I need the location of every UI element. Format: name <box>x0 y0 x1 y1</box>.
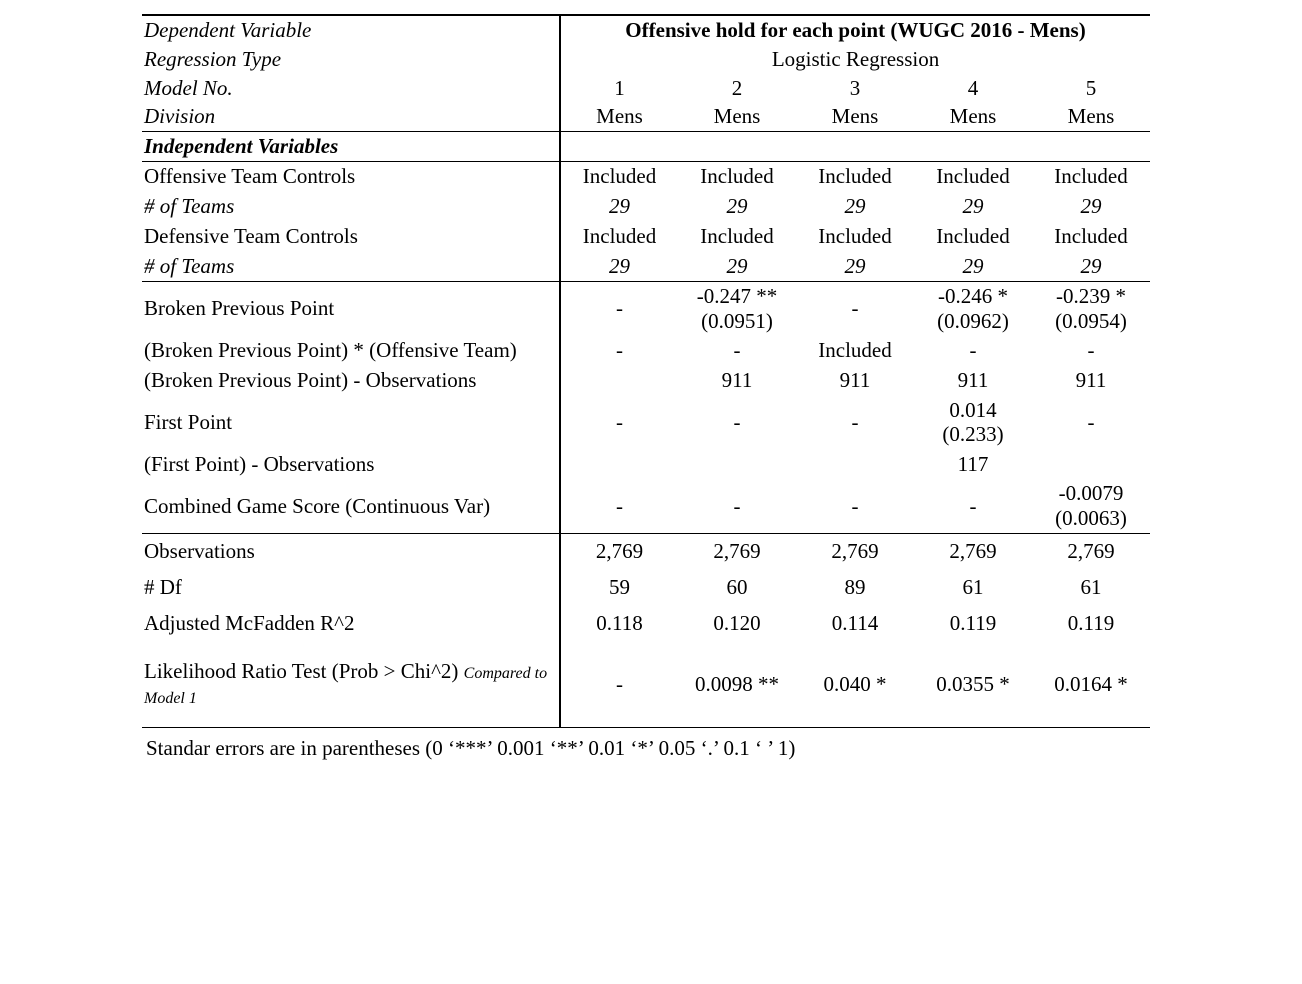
section-header-independent-variables <box>142 132 1150 162</box>
broken-previous-point-4 <box>914 282 1032 336</box>
likelihood-ratio-test-line1: Likelihood Ratio Test <box>144 659 327 684</box>
defensive-team-controls-5: Included <box>1054 224 1128 249</box>
broken-previous-point-coef-5: -0.239 * <box>1056 284 1127 309</box>
broken-previous-point-2 <box>678 282 796 336</box>
regression-type-value: Logistic Regression <box>560 45 1150 74</box>
first-point-3 <box>796 396 914 450</box>
defensive-teams-count-5: 29 <box>1032 252 1150 282</box>
division-label: Division <box>142 102 560 131</box>
row-label-offensive-teams-count: # of Teams <box>144 194 235 219</box>
table-row-defensive-teams-count <box>142 252 1150 282</box>
row-label-adjusted-mcfadden-r2: Adjusted McFadden R^2 <box>144 610 355 635</box>
division-2: Mens <box>678 102 796 131</box>
combined-game-score-se-5: (0.0063) <box>1055 505 1127 530</box>
likelihood-ratio-test-5: 0.0164 * <box>1032 641 1150 727</box>
model-no-1: 1 <box>560 74 678 103</box>
first-point-coef-3: - <box>851 409 859 434</box>
first-point-observations-1 <box>560 449 678 479</box>
broken-previous-point-3 <box>796 282 914 336</box>
bpp-observations-4: 911 <box>957 368 989 393</box>
first-point-se-4: (0.233) <box>942 422 1004 447</box>
table-row-broken-previous-point <box>142 282 1150 336</box>
degrees-of-freedom-3: 89 <box>844 574 866 599</box>
first-point-observations-3 <box>796 449 914 479</box>
observations-3: 2,769 <box>831 539 879 564</box>
first-point-observations-5 <box>1032 449 1150 479</box>
bpp-observations-5: 911 <box>1075 368 1107 393</box>
section-spacer-5 <box>1032 132 1150 162</box>
table-row-adjusted-mcfadden-r2 <box>142 605 1150 641</box>
table-row-observations <box>142 533 1150 569</box>
table-row-likelihood-ratio-test <box>142 641 1150 727</box>
observations-2: 2,769 <box>713 539 761 564</box>
combined-game-score-5 <box>1032 479 1150 533</box>
table-row-first-point-observations <box>142 449 1150 479</box>
broken-previous-point-se-5: (0.0954) <box>1055 308 1127 333</box>
observations-1: 2,769 <box>560 533 678 569</box>
degrees-of-freedom-1: 59 <box>560 569 678 605</box>
row-label-observations: Observations <box>144 539 255 564</box>
first-point-coef-4: 0.014 <box>949 397 997 422</box>
table-row-broken-previous-point-interaction <box>142 336 1150 366</box>
model-no-5: 5 <box>1085 75 1097 100</box>
likelihood-ratio-test-2: 0.0098 ** <box>678 641 796 727</box>
row-label-defensive-team-controls: Defensive Team Controls <box>144 224 358 249</box>
table-row-degrees-of-freedom <box>142 569 1150 605</box>
regression-table <box>142 14 1150 728</box>
table-row-defensive-team-controls <box>142 222 1150 252</box>
combined-game-score-2 <box>678 479 796 533</box>
offensive-teams-count-5: 29 <box>1080 194 1102 219</box>
division-5: Mens <box>1032 102 1150 131</box>
first-point-4 <box>914 396 1032 450</box>
first-point-coef-1: - <box>616 409 623 434</box>
likelihood-ratio-test-line3: Compared to Model 1 <box>144 665 548 707</box>
bpp-interaction-3: Included <box>818 338 892 363</box>
likelihood-ratio-test-line2: (Prob > Chi^2) <box>331 659 459 684</box>
broken-previous-point-se-4: (0.0962) <box>937 308 1009 333</box>
broken-previous-point-coef-1: - <box>616 296 623 321</box>
combined-game-score-3 <box>796 479 914 533</box>
combined-game-score-1 <box>560 479 678 533</box>
header-row-division <box>142 102 1150 131</box>
likelihood-ratio-test-4: 0.0355 * <box>914 641 1032 727</box>
observations-4: 2,769 <box>949 539 997 564</box>
row-label-defensive-teams-count: # of Teams <box>142 252 560 282</box>
bpp-observations-3: 911 <box>839 368 871 393</box>
bpp-interaction-5: - <box>1087 338 1095 363</box>
offensive-teams-count-4: 29 <box>962 194 984 219</box>
adjusted-mcfadden-r2-3: 0.114 <box>831 610 879 635</box>
header-row-dependent-variable <box>142 15 1150 45</box>
combined-game-score-coef-2: - <box>733 493 741 518</box>
defensive-teams-count-2: 29 <box>678 252 796 282</box>
combined-game-score-coef-3: - <box>851 493 859 518</box>
offensive-team-controls-2: Included <box>700 164 774 189</box>
table-footnote: Standar errors are in parentheses (0 ‘***’ 0.001 ‘**’ 0.01 ‘*’ 0.05 ‘.’ 0.1 ‘ ’ 1) <box>146 735 796 760</box>
division-4: Mens <box>914 102 1032 131</box>
dependent-variable-value: Offensive hold for each point (WUGC 2016 - Mens) <box>560 15 1150 45</box>
table-row-offensive-team-controls <box>142 162 1150 192</box>
table-row-first-point <box>142 396 1150 450</box>
first-point-coef-5: - <box>1087 409 1095 434</box>
row-label-broken-previous-point-observations: (Broken Previous Point) - Observations <box>144 368 477 393</box>
row-label-broken-previous-point-interaction: (Broken Previous Point) * (Offensive Team) <box>144 338 517 363</box>
offensive-team-controls-4: Included <box>936 164 1010 189</box>
adjusted-mcfadden-r2-2: 0.120 <box>713 610 761 635</box>
section-spacer-2 <box>678 132 796 162</box>
broken-previous-point-coef-2: -0.247 ** <box>696 284 778 309</box>
model-no-3: 3 <box>849 75 861 100</box>
combined-game-score-coef-5: -0.0079 <box>1058 481 1124 506</box>
offensive-team-controls-3: Included <box>818 164 892 189</box>
combined-game-score-coef-1: - <box>616 493 623 518</box>
broken-previous-point-se-2: (0.0951) <box>701 308 773 333</box>
broken-previous-point-1 <box>560 282 678 336</box>
degrees-of-freedom-5: 61 <box>1080 574 1102 599</box>
bpp-observations-1 <box>560 366 678 396</box>
regression-type-label: Regression Type <box>144 46 282 71</box>
model-no-2: 2 <box>731 75 743 100</box>
table-row-offensive-teams-count <box>142 192 1150 222</box>
row-label-likelihood-ratio-test <box>142 641 560 727</box>
adjusted-mcfadden-r2-4: 0.119 <box>949 610 997 635</box>
row-label-first-point: First Point <box>144 409 233 434</box>
section-spacer-4 <box>914 132 1032 162</box>
broken-previous-point-coef-4: -0.246 * <box>938 284 1008 309</box>
bpp-interaction-2: - <box>733 338 741 363</box>
bpp-observations-2: 911 <box>721 368 753 393</box>
offensive-teams-count-1: 29 <box>560 192 678 222</box>
first-point-1 <box>560 396 678 450</box>
row-label-offensive-team-controls: Offensive Team Controls <box>144 164 356 189</box>
bpp-interaction-4: - <box>969 338 977 363</box>
independent-variables-label: Independent Variables <box>142 132 560 162</box>
first-point-coef-2: - <box>733 409 741 434</box>
row-label-combined-game-score: Combined Game Score (Continuous Var) <box>142 479 560 533</box>
adjusted-mcfadden-r2-5: 0.119 <box>1067 610 1115 635</box>
offensive-team-controls-1: Included <box>560 162 678 192</box>
first-point-observations-2 <box>678 449 796 479</box>
row-label-degrees-of-freedom: # Df <box>144 574 182 599</box>
degrees-of-freedom-4: 61 <box>962 574 984 599</box>
row-label-first-point-observations: (First Point) - Observations <box>144 451 375 476</box>
model-no-label: Model No. <box>144 75 233 100</box>
broken-previous-point-coef-3: - <box>851 296 859 321</box>
division-1: Mens <box>560 102 678 131</box>
model-no-4: 4 <box>967 75 979 100</box>
defensive-team-controls-2: Included <box>700 224 774 249</box>
observations-5: 2,769 <box>1067 539 1115 564</box>
likelihood-ratio-test-1: - <box>560 641 678 727</box>
offensive-teams-count-2: 29 <box>726 194 748 219</box>
defensive-team-controls-4: Included <box>936 224 1010 249</box>
header-row-model-no <box>142 74 1150 103</box>
defensive-teams-count-3: 29 <box>796 252 914 282</box>
row-label-broken-previous-point: Broken Previous Point <box>144 296 335 321</box>
table-row-broken-previous-point-observations <box>142 366 1150 396</box>
first-point-observations-4: 117 <box>957 451 989 476</box>
defensive-team-controls-3: Included <box>818 224 892 249</box>
division-3: Mens <box>796 102 914 131</box>
header-row-regression-type <box>142 45 1150 74</box>
table-row-combined-game-score <box>142 479 1150 533</box>
combined-game-score-4 <box>914 479 1032 533</box>
degrees-of-freedom-2: 60 <box>726 574 748 599</box>
defensive-team-controls-1: Included <box>560 222 678 252</box>
section-spacer-1 <box>560 132 678 162</box>
combined-game-score-coef-4: - <box>969 493 977 518</box>
first-point-5 <box>1032 396 1150 450</box>
section-spacer-3 <box>796 132 914 162</box>
first-point-2 <box>678 396 796 450</box>
offensive-team-controls-5: Included <box>1054 164 1128 189</box>
defensive-teams-count-4: 29 <box>914 252 1032 282</box>
broken-previous-point-5 <box>1032 282 1150 336</box>
dependent-variable-label: Dependent Variable <box>142 15 560 45</box>
bpp-interaction-1: - <box>560 336 678 366</box>
likelihood-ratio-test-3: 0.040 * <box>796 641 914 727</box>
defensive-teams-count-1: 29 <box>560 252 678 282</box>
adjusted-mcfadden-r2-1: 0.118 <box>560 605 678 641</box>
offensive-teams-count-3: 29 <box>844 194 866 219</box>
